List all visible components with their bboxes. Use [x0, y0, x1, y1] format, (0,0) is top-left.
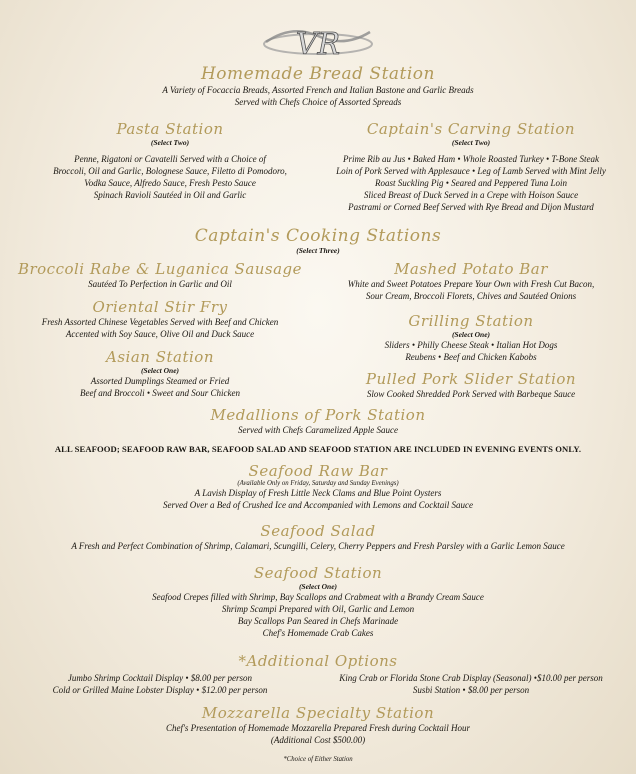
carving-line-5: Pastrami or Corned Beef Served with Rye Bread and Dijon Mustard — [348, 202, 594, 212]
mashed-title: Mashed Potato Bar — [394, 260, 548, 278]
seafood-title: Seafood Station — [253, 564, 383, 582]
section-grilling — [316, 312, 626, 363]
bread-line-1: A Variety of Focaccia Breads, Assorted French and Italian Bastone and Garlic Breads — [162, 85, 474, 95]
seafood-notice-text: ALL SEAFOOD; SEAFOOD RAW BAR, SEAFOOD SALAD AND SEAFOOD STATION ARE INCLUDED IN EVENING EVENTS ONLY. — [54, 444, 582, 454]
broccoli-title: Broccoli Rabe & Luganica Sausage — [17, 260, 303, 278]
grilling-line-2: Reubens • Beef and Chicken Kabobs — [405, 352, 537, 362]
rawbar-note: (Available Only on Friday, Saturday and Sunday Evenings) — [237, 480, 399, 487]
carving-line-2: Loin of Pork Served with Applesauce • Leg of Lamb Served with Mint Jelly — [336, 166, 606, 176]
section-asian — [10, 348, 310, 399]
additional-left — [10, 672, 310, 696]
rawbar-title: Seafood Raw Bar — [248, 462, 388, 480]
additional-left-line-1: Jumbo Shrimp Cocktail Display • $8.00 per person — [67, 673, 253, 683]
seafood-select: (Select One) — [298, 582, 338, 591]
seafood-line-4: Chef's Homemade Crab Cakes — [262, 628, 374, 638]
mashed-line-1: White and Sweet Potatoes Prepare Your Own with Fresh Cut Bacon, — [347, 279, 595, 289]
salad-line-1: A Fresh and Perfect Combination of Shrimp, Calamari, Scungilli, Celery, Cherry Peppers and Fresh Parsley with a Garlic Lemon Sauce — [71, 541, 565, 551]
oriental-title: Oriental Stir Fry — [92, 298, 228, 316]
grilling-line-1: Sliders • Philly Cheese Steak • Italian Hot Dogs — [384, 340, 558, 350]
bread-line-2: Served with Chefs Choice of Assorted Spreads — [234, 97, 402, 107]
section-mozzarella — [0, 704, 636, 746]
broccoli-line-1: Sautéed To Perfection in Garlic and Oil — [88, 279, 232, 289]
section-bread — [0, 64, 636, 108]
cooking-select: (Select Three) — [296, 246, 340, 255]
pasta-line-4: Spinach Ravioli Sautéed in Oil and Garlic — [93, 190, 247, 200]
asian-title: Asian Station — [106, 348, 214, 366]
section-oriental — [10, 298, 310, 340]
section-raw-bar — [0, 462, 636, 511]
section-seafood-salad — [0, 522, 636, 552]
seafood-line-1: Seafood Crepes filled with Shrimp, Bay Scallops and Crabmeat with a Brandy Cream Sauce — [152, 592, 484, 602]
footnote — [0, 756, 636, 763]
mozzarella-line-2: (Additional Cost $500.00) — [270, 735, 366, 745]
cooking-title: Captain's Cooking Stations — [194, 226, 442, 246]
additional-right-line-1: King Crab or Florida Stone Crab Display (Seasonal) •$10.00 per person — [339, 673, 603, 683]
pasta-select: (Select Two) — [150, 138, 190, 147]
oriental-line-1: Fresh Assorted Chinese Vegetables Served with Beef and Chicken — [41, 317, 279, 327]
section-pulled-pork — [316, 370, 626, 400]
oriental-line-2: Accented with Soy Sauce, Olive Oil and Duck Sauce — [65, 329, 255, 339]
vr-logo — [262, 22, 374, 62]
section-medallions — [0, 406, 636, 436]
additional-title: *Additional Options — [238, 652, 398, 670]
pasta-line-1: Penne, Rigatoni or Cavatelli Served with a Choice of — [74, 154, 266, 164]
rawbar-line-2: Served Over a Bed of Crushed Ice and Accompanied with Lemons and Cocktail Sauce — [162, 500, 474, 510]
asian-line-1: Assorted Dumplings Steamed or Fried — [90, 376, 230, 386]
pulled-title: Pulled Pork Slider Station — [365, 370, 577, 388]
medallions-line-1: Served with Chefs Caramelized Apple Sauce — [237, 425, 399, 435]
carving-title: Captain's Carving Station — [366, 120, 576, 138]
carving-line-3: Roast Suckling Pig • Seared and Peppered Tuna Loin — [375, 178, 567, 188]
mozzarella-line-1: Chef's Presentation of Homemade Mozzarella Prepared Fresh during Cocktail Hour — [166, 723, 470, 733]
mashed-line-2: Sour Cream, Broccoli Florets, Chives and Sautéed Onions — [365, 291, 577, 301]
grilling-select: (Select One) — [451, 330, 491, 339]
pasta-line-3: Vodka Sauce, Alfredo Sauce, Fresh Pesto Sauce — [84, 178, 256, 188]
section-seafood-station — [0, 564, 636, 639]
footnote-text: *Choice of Either Station — [283, 756, 353, 763]
seafood-line-3: Bay Scallops Pan Seared in Chefs Marinade — [237, 616, 399, 626]
salad-title: Seafood Salad — [260, 522, 376, 540]
grilling-title: Grilling Station — [408, 312, 534, 330]
pasta-title: Pasta Station — [116, 120, 224, 138]
seafood-line-2: Shrimp Scampi Prepared with Oil, Garlic and Lemon — [221, 604, 415, 614]
carving-line-1: Prime Rib au Jus • Baked Ham • Whole Roasted Turkey • T-Bone Steak — [343, 154, 599, 164]
carving-line-4: Sliced Breast of Duck Served in a Crepe with Hoison Sauce — [363, 190, 579, 200]
section-cooking — [0, 226, 636, 255]
section-additional-options — [0, 652, 636, 670]
medallions-title: Medallions of Pork Station — [210, 406, 426, 424]
carving-select: (Select Two) — [451, 138, 491, 147]
section-broccoli — [10, 260, 310, 290]
section-carving — [316, 120, 626, 213]
section-mashed — [316, 260, 626, 302]
logo-letters: VR — [295, 27, 341, 62]
pulled-line-1: Slow Cooked Shredded Pork Served with Barbeque Sauce — [366, 389, 576, 399]
rawbar-line-1: A Lavish Display of Fresh Little Neck Clams and Blue Point Oysters — [194, 488, 442, 498]
mozzarella-title: Mozzarella Specialty Station — [201, 704, 435, 722]
seafood-notice — [0, 444, 636, 454]
additional-left-line-2: Cold or Grilled Maine Lobster Display • $12.00 per person — [52, 685, 268, 695]
section-pasta — [20, 120, 320, 201]
pasta-line-2: Broccoli, Oil and Garlic, Bolognese Sauce, Filetto di Pomodoro, — [53, 166, 287, 176]
additional-right-line-2: Susbi Station • $8.00 per person — [412, 685, 530, 695]
bread-title: Homemade Bread Station — [200, 64, 435, 84]
asian-line-2: Beef and Broccoli • Sweet and Sour Chicken — [79, 388, 241, 398]
asian-select: (Select One) — [140, 366, 180, 375]
additional-right — [316, 672, 626, 696]
